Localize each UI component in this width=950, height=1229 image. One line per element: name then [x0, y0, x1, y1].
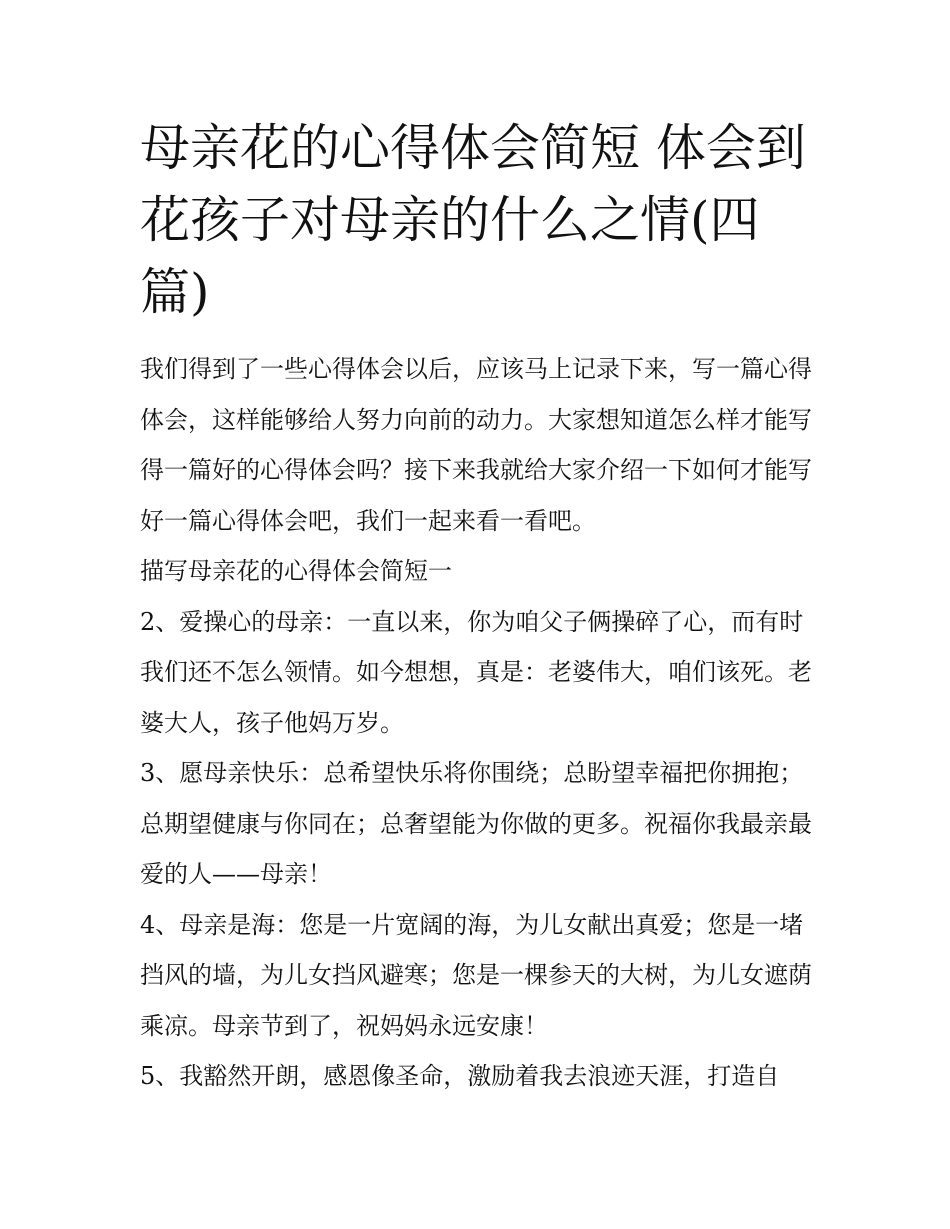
paragraph-item-4: 4、母亲是海：您是一片宽阔的海，为儿女献出真爱；您是一堵挡风的墙，为儿女挡风避寒；您是一棵参天的大树，为儿女遮荫乘凉。母亲节到了，祝妈妈永远安康！ — [140, 910, 812, 1040]
paragraph-item-5: 5、我豁然开朗，感恩像圣命，激励着我去浪迹天涯，打造自 — [140, 1062, 780, 1090]
document-title: 母亲花的心得体会简短 体会到花孩子对母亲的什么之情(四篇) — [140, 119, 806, 321]
section-heading: 描写母亲花的心得体会简短一 — [140, 557, 452, 585]
document-page — [140, 112, 820, 1102]
paragraph-item-3: 3、愿母亲快乐：总希望快乐将你围绕；总盼望幸福把你拥抱；总期望健康与你同在；总奢望能为你做的更多。祝福你我最亲最爱的人——母亲！ — [140, 759, 812, 888]
document-body — [140, 344, 820, 1102]
paragraph-item-2: 2、爱操心的母亲：一直以来，你为咱父子俩操碎了心，而有时我们还不怎么领情。如今想想，真是：老婆伟大，咱们该死。老婆大人，孩子他妈万岁。 — [140, 607, 812, 737]
paragraph-intro: 我们得到了一些心得体会以后，应该马上记录下来，写一篇心得体会，这样能够给人努力向前的动力。大家想知道怎么样才能写得一篇好的心得体会吗？接下来我就给大家介绍一下如何才能写好一篇心得体会吧，我们一起来看一看吧。 — [140, 355, 812, 535]
